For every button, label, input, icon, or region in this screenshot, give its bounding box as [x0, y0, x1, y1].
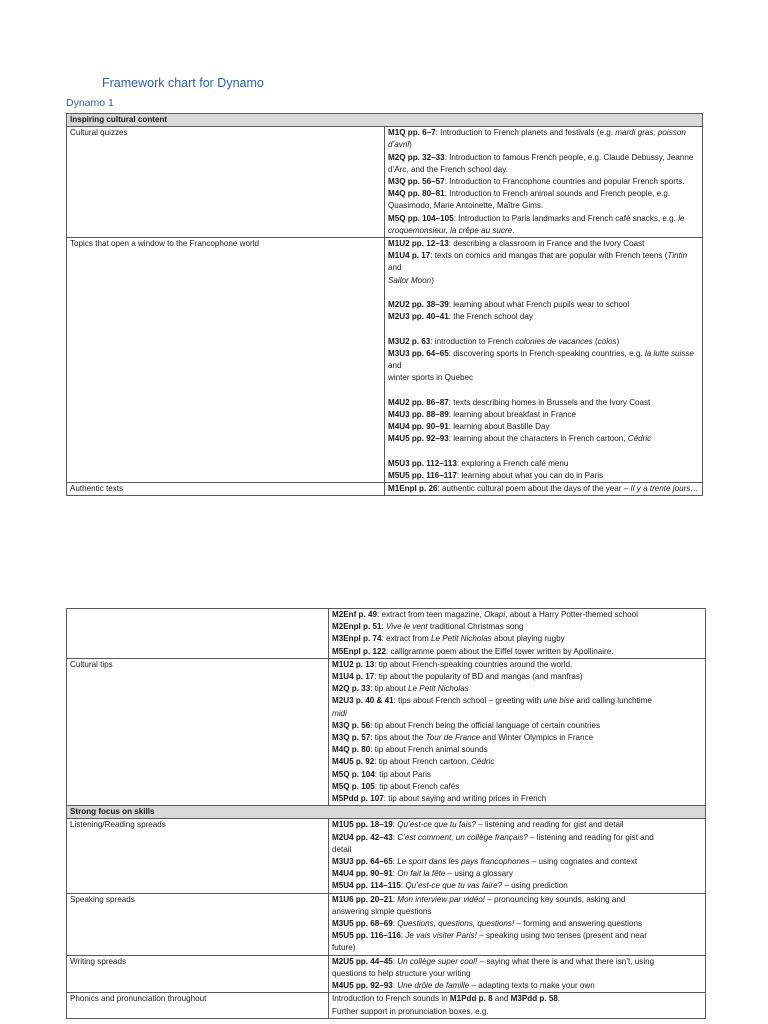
section-header-row	[67, 114, 703, 127]
page-reference: M4U5 pp. 92–93	[388, 434, 449, 444]
page-reference: M5U3 pp. 112–113	[388, 458, 457, 468]
row-label: Authentic texts	[67, 483, 385, 496]
italic-title: Le Petit Nicholas	[430, 634, 492, 644]
row-content	[329, 955, 706, 993]
row-content	[329, 893, 706, 955]
text-run: Quasimodo, Marie Antoinette, Maître Gims.	[388, 201, 544, 211]
table-row	[67, 127, 703, 238]
text-run: and	[388, 361, 402, 371]
page-reference: M3U3 pp. 64–65	[388, 348, 449, 358]
text-run: traditional Christmas song	[427, 622, 524, 632]
text-run: (	[592, 336, 598, 346]
text-run: and calling lunchtime	[574, 696, 652, 706]
text-run: Further support in pronunciation boxes, e.g.	[332, 1006, 489, 1016]
page-reference: M1U4 p. 17	[388, 251, 431, 261]
content-line	[332, 695, 702, 707]
italic-title: Cédric	[627, 434, 652, 444]
row-label: Cultural quizzes	[67, 127, 385, 238]
content-line	[388, 458, 699, 470]
content-line	[332, 880, 702, 892]
text-run: Introduction to French sounds in	[332, 994, 450, 1004]
content-line	[332, 769, 702, 781]
row-content	[329, 993, 706, 1018]
table-row	[67, 658, 706, 805]
text-run: : extract from	[381, 634, 431, 644]
content-line	[388, 225, 699, 237]
page-reference: M2Enf p. 49	[332, 610, 377, 619]
content-line	[332, 918, 702, 930]
content-line	[332, 993, 702, 1005]
italic-title: d’avril	[388, 140, 410, 150]
blank-line	[388, 323, 699, 335]
text-run: : tip about French cafés	[374, 781, 460, 791]
italic-title: une bise	[543, 696, 575, 706]
text-run: d’Arc, and the French school day.	[388, 164, 508, 174]
page-reference: M5Q p. 104	[332, 769, 375, 779]
text-run: :	[400, 881, 406, 891]
content-line	[388, 397, 699, 409]
page-reference: M4U4 pp. 90–91	[388, 422, 449, 432]
row-label: Speaking spreads	[67, 893, 329, 955]
text-run: :	[392, 894, 398, 904]
text-run: questions to help structure your writing	[332, 968, 471, 978]
text-run: : exploring a French café menu	[456, 458, 569, 468]
text-run: about playing rugby	[491, 634, 565, 644]
page-reference: M3Pdd p. 58	[510, 994, 558, 1004]
content-line	[332, 781, 702, 793]
text-run: – listening and reading for gist and detail	[475, 820, 624, 830]
row-content	[329, 819, 706, 893]
italic-title: Vive le vent	[385, 622, 428, 632]
page-reference: M2Q p. 33	[332, 684, 371, 694]
content-line	[332, 980, 702, 992]
italic-title: Je vais visiter Paris!	[405, 931, 477, 941]
content-line	[388, 275, 699, 287]
content-line	[332, 646, 702, 658]
text-run: : tip about French being the official language of certain countries	[370, 720, 601, 730]
page-reference: M3U5 pp. 68–69	[332, 919, 393, 929]
page-reference: M1U2 p. 13	[332, 659, 375, 669]
page-reference: M1Q pp. 6–7	[388, 128, 436, 138]
page-reference: M4Q pp. 80–81	[388, 189, 445, 199]
text-run: – forming and answering questions	[514, 919, 642, 929]
page-reference: M1Pdd p. 8	[449, 994, 493, 1004]
italic-title: Questions, questions, questions!	[397, 919, 515, 929]
blank-line	[388, 287, 699, 299]
content-line	[332, 732, 702, 744]
content-line	[332, 659, 702, 671]
page-reference: M5Pdd p. 107	[332, 794, 384, 804]
section-header: Inspiring cultural content	[67, 114, 703, 127]
text-run: : Introduction to French animal sounds and French people, e.g.	[444, 189, 671, 199]
text-run: .	[512, 225, 515, 235]
content-line	[332, 832, 702, 844]
page-reference: M1U4 p. 17	[332, 672, 375, 682]
italic-title: midi	[332, 708, 347, 718]
text-run: )	[409, 140, 412, 150]
italic-title: Cédric	[471, 757, 495, 767]
text-run: – using prediction	[502, 881, 568, 891]
italic-title: Il y a trente jours…	[630, 484, 699, 494]
text-run: : describing a classroom in France and the Ivory Coast	[448, 239, 645, 249]
page-reference: M2Q pp. 32–33	[388, 152, 445, 162]
page-reference: M2U4 pp. 42–43	[332, 832, 393, 842]
content-line	[332, 1006, 702, 1018]
text-run: : Introduction to French planets and festivals (e.g.	[435, 128, 616, 138]
content-line	[388, 200, 699, 212]
content-line	[388, 421, 699, 433]
italic-title: Le Petit Nicholas	[408, 684, 469, 694]
italic-title: Qu’est-ce que tu fais?	[397, 820, 476, 830]
italic-title: colonies de vacances	[515, 336, 593, 346]
content-line	[388, 336, 699, 348]
italic-title: Okapi	[484, 610, 506, 619]
text-run: detail	[332, 844, 352, 854]
text-run: – pronouncing key sounds, asking and	[484, 894, 626, 904]
content-line	[388, 152, 699, 164]
text-run: : tip about French animal sounds	[370, 745, 488, 755]
text-run: , about a Harry Potter-themed school	[505, 610, 638, 619]
italic-title: colos	[597, 336, 617, 346]
italic-title: croquemonsieur, la crêpe au sucre	[388, 225, 513, 235]
page-title: Framework chart for Dynamo	[102, 76, 264, 90]
content-line	[332, 942, 702, 954]
text-run: : discovering sports in French-speaking countries, e.g.	[448, 348, 645, 358]
content-line	[388, 188, 699, 200]
content-line	[332, 633, 702, 645]
page-reference: M4U2 pp. 86–87	[388, 397, 449, 407]
table-row	[67, 609, 706, 659]
row-label: Writing spreads	[67, 955, 329, 993]
text-run: .	[557, 994, 561, 1004]
text-run: : learning about Bastille Day	[448, 422, 550, 432]
page-reference: M3Enpl p. 74	[332, 634, 382, 644]
content-line	[332, 856, 702, 868]
page-reference: M4U5 pp. 92–93	[332, 981, 393, 991]
page-reference: M3U3 pp. 64–65	[332, 857, 393, 867]
italic-title: mardi gras, poisson	[615, 128, 686, 138]
text-run: : learning about what you can do in Paris	[456, 470, 604, 480]
content-line	[332, 930, 702, 942]
content-line	[388, 127, 699, 139]
blank-line	[388, 445, 699, 457]
content-line	[332, 756, 702, 768]
table-row	[67, 483, 703, 496]
row-label	[67, 609, 329, 659]
text-run: : tip about the popularity of BD and mangas (and manfras)	[374, 672, 583, 682]
text-run: : learning about what French pupils wear to school	[448, 300, 630, 310]
page-reference: M5U4 pp. 114–115	[332, 881, 401, 891]
text-run: : tips about the	[370, 733, 426, 743]
text-run: )	[616, 336, 620, 346]
page-reference: M1U5 pp. 18–19	[332, 820, 393, 830]
text-run: : texts describing homes in Brussels and the Ivory Coast	[448, 397, 651, 407]
page-reference: M2U3 pp. 40–41	[388, 312, 449, 322]
row-content	[329, 609, 706, 659]
text-run: : tip about saying and writing prices in French	[383, 794, 547, 804]
text-run: – using a glossary	[445, 869, 513, 879]
italic-title: C’est comment, un collège français?	[397, 832, 528, 842]
page-reference: M5Enpl p. 122	[332, 646, 386, 656]
page-reference: M1U6 pp. 20–21	[332, 894, 393, 904]
content-line	[332, 671, 702, 683]
row-content	[385, 483, 703, 496]
page-reference: M2U3 p. 40 & 41	[332, 696, 394, 706]
italic-title: Tintin	[667, 251, 688, 261]
content-line	[388, 348, 699, 372]
text-run: : the French school day	[448, 312, 533, 322]
content-line	[388, 299, 699, 311]
row-label: Topics that open a window to the Francophone world	[67, 238, 385, 483]
text-run: :	[392, 869, 398, 879]
content-line	[332, 868, 702, 880]
text-run: : tip about Paris	[374, 769, 431, 779]
page-reference: M5Q pp. 104–105	[388, 213, 454, 223]
framework-table-2	[66, 608, 706, 1019]
content-line	[388, 372, 699, 384]
section-subtitle: Dynamo 1	[66, 97, 114, 109]
text-run: : Introduction to Paris landmarks and French café snacks, e.g.	[453, 213, 679, 223]
content-line	[332, 968, 702, 980]
italic-title: Tour de France	[425, 733, 481, 743]
page-reference: M3Q p. 56	[332, 720, 371, 730]
italic-title: le	[678, 213, 685, 223]
table-row	[67, 993, 706, 1018]
text-run: : learning about the characters in French cartoon,	[448, 434, 628, 444]
italic-title: Qu’est-ce que tu vas faire?	[405, 881, 503, 891]
text-run: and	[492, 994, 511, 1004]
page-reference: M4U5 p. 92	[332, 757, 375, 767]
text-run: : Introduction to Francophone countries and popular French sports.	[444, 177, 685, 187]
row-label: Listening/Reading spreads	[67, 819, 329, 893]
page-reference: M4U3 pp. 88–89	[388, 409, 449, 419]
content-line	[332, 621, 702, 633]
table-row	[67, 955, 706, 993]
text-run: : tip about	[370, 684, 409, 694]
italic-title: On fait la fête	[397, 869, 446, 879]
page-reference: M3Q pp. 56–57	[388, 177, 445, 187]
text-run: : tip about French-speaking countries around the world.	[374, 659, 573, 669]
text-run: :	[392, 820, 398, 830]
content-line	[332, 744, 702, 756]
text-run: : authentic cultural poem about the days of the year –	[437, 484, 631, 494]
row-content	[329, 658, 706, 805]
text-run: – saying what there is and what there isn’t, using	[477, 956, 655, 966]
text-run: – using cognates and context	[529, 857, 638, 867]
text-run: :	[400, 931, 406, 941]
text-run: : learning about breakfast in France	[448, 409, 577, 419]
content-line	[388, 238, 699, 250]
text-run: : calligramme poem about the Eiffel tower written by Apollinaire.	[385, 646, 614, 656]
content-line	[332, 956, 702, 968]
content-line	[332, 906, 702, 918]
content-line	[388, 250, 699, 274]
text-run: : tips about French school – greeting with	[393, 696, 544, 706]
page-reference: M2U5 pp. 44–45	[332, 956, 393, 966]
page-reference: M5Q p. 105	[332, 781, 375, 791]
text-run: – listening and reading for gist and	[527, 832, 654, 842]
text-run: – speaking using two tenses (present and near	[476, 931, 647, 941]
table-row	[67, 819, 706, 893]
content-line	[388, 433, 699, 445]
content-line	[332, 683, 702, 695]
content-line	[388, 483, 699, 495]
content-line	[332, 894, 702, 906]
text-run: :	[392, 956, 398, 966]
text-run: )	[431, 275, 434, 285]
text-run: and Winter Olympics in France	[480, 733, 594, 743]
text-run: : Introduction to famous French people, e.g. Claude Debussy, Jeanne	[444, 152, 694, 162]
content-line	[332, 708, 702, 720]
text-run: : texts on comics and mangas that are popular with French teens (	[430, 251, 668, 261]
page-reference: M3Q p. 57	[332, 733, 371, 743]
table-row	[67, 238, 703, 483]
content-line	[332, 819, 702, 831]
content-line	[332, 609, 702, 621]
text-run: :	[381, 622, 386, 632]
italic-title: Le sport dans les pays francophones	[397, 857, 530, 867]
row-content	[385, 238, 703, 483]
page-reference: M5U5 pp. 116–117	[388, 470, 457, 480]
italic-title: Mon interview par vidéo!	[397, 894, 485, 904]
page-reference: M1U2 pp. 12–13	[388, 239, 449, 249]
content-line	[388, 311, 699, 323]
text-run: winter sports in Quebec	[388, 373, 474, 383]
page-reference: M1Enpl p. 26	[388, 484, 438, 494]
section-header: Strong focus on skills	[67, 806, 706, 819]
page-reference: M2U2 pp. 38–39	[388, 300, 449, 310]
text-run: : introduction to French	[430, 336, 516, 346]
content-line	[332, 720, 702, 732]
text-run: :	[392, 857, 398, 867]
content-line	[388, 213, 699, 225]
content-line	[332, 793, 702, 805]
text-run: : extract from teen magazine,	[376, 610, 485, 619]
page-reference: M4U4 pp. 90–91	[332, 869, 393, 879]
content-line	[332, 844, 702, 856]
blank-line	[388, 384, 699, 396]
text-run: answering simple questions	[332, 906, 432, 916]
text-run: and	[388, 263, 402, 273]
content-line	[388, 470, 699, 482]
italic-title: Un collège super cool!	[397, 956, 478, 966]
page-reference: M5U5 pp. 116–116	[332, 931, 401, 941]
text-run: :	[392, 981, 398, 991]
row-label: Cultural tips	[67, 658, 329, 805]
section-header-row	[67, 806, 706, 819]
text-run: :	[392, 832, 398, 842]
text-run: – adapting texts to make your own	[469, 981, 595, 991]
italic-title: Sailor Moon	[388, 275, 432, 285]
text-run: :	[392, 919, 398, 929]
page-reference: M3U2 p. 63	[388, 336, 431, 346]
content-line	[388, 164, 699, 176]
page-reference: M2Enpl p. 51	[332, 622, 382, 632]
table-row	[67, 893, 706, 955]
content-line	[388, 139, 699, 151]
content-line	[388, 176, 699, 188]
content-line	[388, 409, 699, 421]
italic-title: la lutte suisse	[644, 348, 694, 358]
italic-title: Une drôle de famille	[397, 981, 470, 991]
page-reference: M4Q p. 80	[332, 745, 371, 755]
text-run: : tip about French cartoon,	[374, 757, 472, 767]
text-run: future)	[332, 943, 356, 953]
framework-table-1	[66, 113, 703, 496]
row-label: Phonics and pronunciation throughout	[67, 993, 329, 1018]
row-content	[385, 127, 703, 238]
